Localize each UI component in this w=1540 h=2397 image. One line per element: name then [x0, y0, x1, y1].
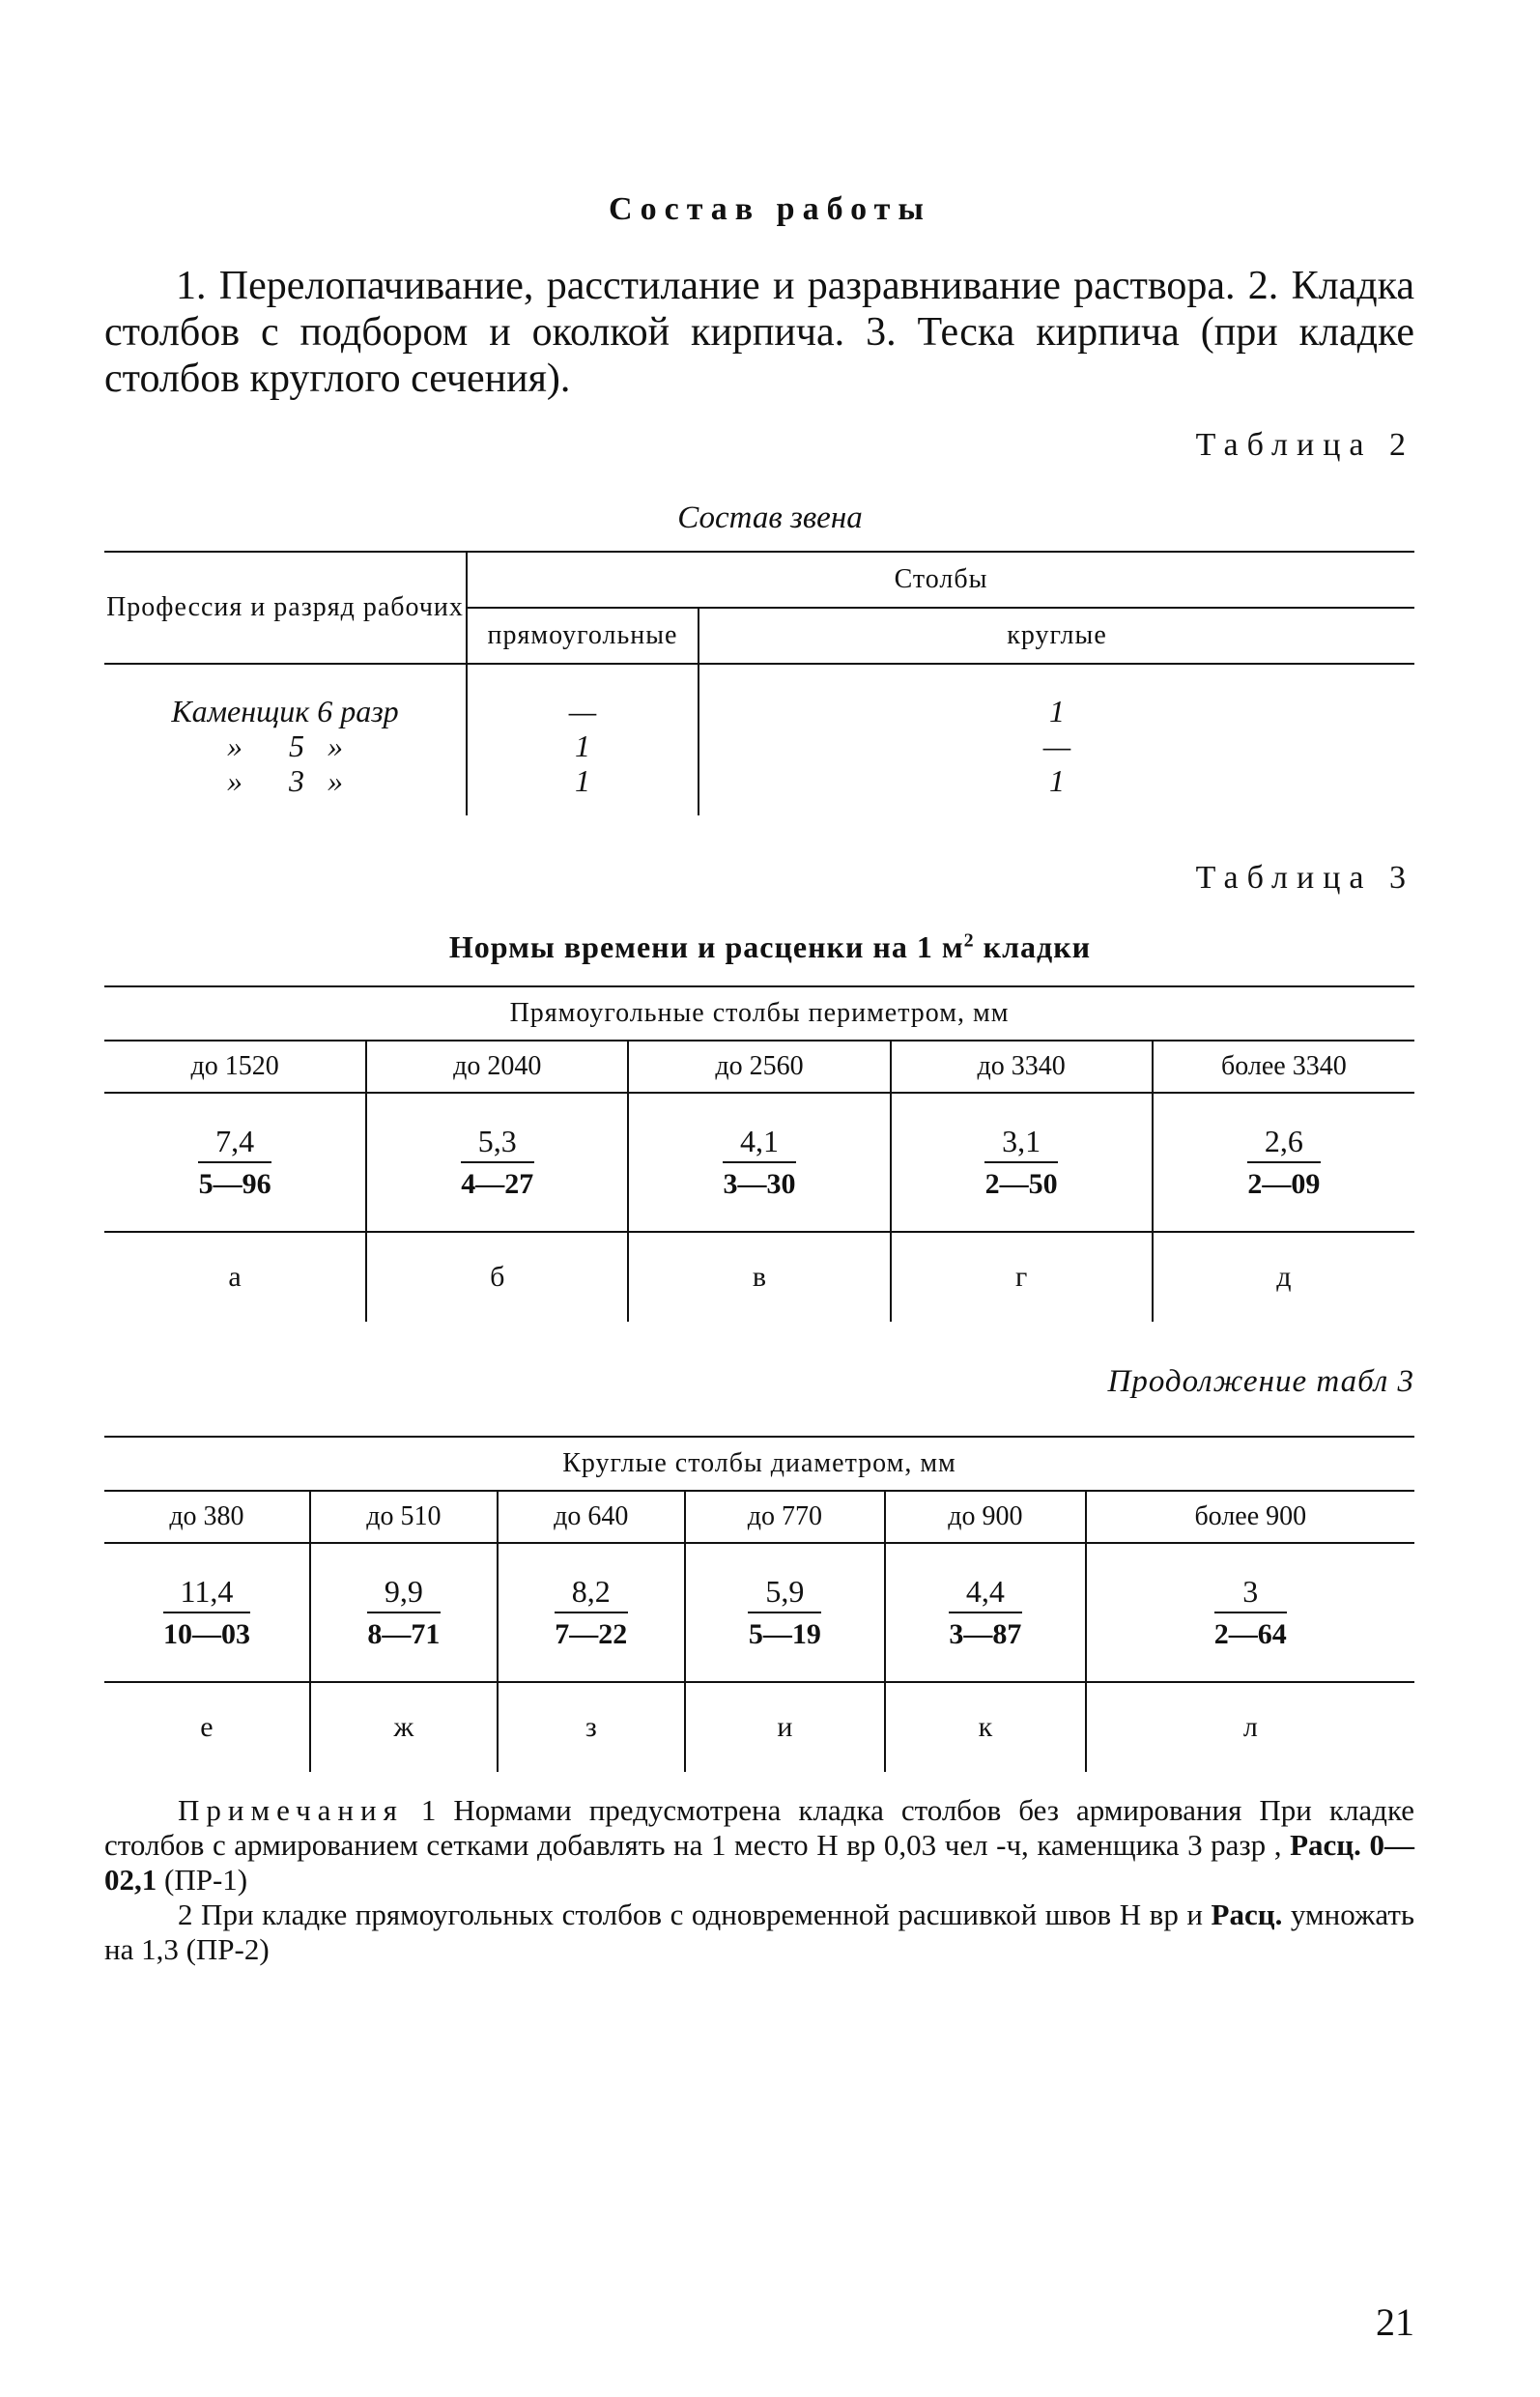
- round-column-header: до 510: [310, 1491, 498, 1543]
- round-column-header: до 900: [885, 1491, 1085, 1543]
- note-1: [104, 1793, 1414, 1898]
- count-value: 1: [1049, 694, 1065, 728]
- professions-cell: [104, 664, 467, 815]
- rect-group-header: Прямоугольные столбы периметром, мм: [104, 986, 1414, 1041]
- rect-value-cell: [104, 1093, 366, 1232]
- note-2-text: 2 При кладке прямоугольных столбов с одновременной расшивкой швов Н вр и: [178, 1898, 1212, 1931]
- round-column-header: до 380: [104, 1491, 310, 1543]
- column-letter: е: [104, 1682, 310, 1772]
- subtitle-text-end: кладки: [974, 929, 1092, 964]
- rectangular-columns-table: [104, 985, 1414, 1322]
- rate: 2—50: [984, 1168, 1058, 1200]
- rate: 5—96: [198, 1168, 271, 1200]
- note-2-end: умножать на 1,3 (ПР-2): [104, 1898, 1415, 1966]
- rect-column-header: до 2560: [628, 1041, 890, 1093]
- round-value-cell: [310, 1543, 498, 1682]
- column-letter: б: [366, 1232, 628, 1322]
- time-norm: 3: [1214, 1573, 1287, 1613]
- rate: 7—22: [555, 1618, 628, 1650]
- column-letter: а: [104, 1232, 366, 1322]
- rect-value-cell: [891, 1093, 1153, 1232]
- rate: 4—27: [461, 1168, 534, 1200]
- time-norm: 5,9: [748, 1573, 821, 1613]
- profession-row: Каменщик 6 разр: [171, 694, 399, 728]
- crew-composition-table: [104, 551, 1414, 815]
- header-round: круглые: [699, 608, 1414, 664]
- round-value-cell: [685, 1543, 885, 1682]
- rate: 2—09: [1247, 1168, 1321, 1200]
- count-value: 1: [575, 728, 590, 763]
- column-letter: д: [1276, 1261, 1292, 1293]
- header-columns-group: Столбы: [467, 552, 1414, 608]
- rate: 3—87: [949, 1618, 1022, 1650]
- column-letter: к: [885, 1682, 1085, 1772]
- time-norm: 4,4: [949, 1573, 1022, 1613]
- round-columns-table: [104, 1436, 1414, 1772]
- note-1-text: 1 Нормами предусмотрена кладка столбов без армирования При кладке столбов с армированием сетками добавлять на 1 место Н вр 0,03 чел -ч, каменщика 3 разр ,: [104, 1793, 1414, 1862]
- notes: [104, 1793, 1414, 1967]
- column-letter: з: [498, 1682, 685, 1772]
- table3-subtitle: [0, 929, 1540, 965]
- rect-value-cell: [1153, 1093, 1414, 1232]
- time-norm: 2,6: [1247, 1123, 1321, 1163]
- work-composition-text: 1. Перелопачивание, расстилание и разравнивание раствора. 2. Кладка столбов с подбором и околкой кирпича. 3. Теска кирпича (при кладке столбов круглого сечения).: [104, 264, 1414, 401]
- rate: 2—64: [1213, 1618, 1287, 1650]
- rect-column-header: до 1520: [104, 1041, 366, 1093]
- note-2-rate: Расц.: [1211, 1898, 1283, 1931]
- round-column-header: более 900: [1086, 1491, 1414, 1543]
- rectangular-count-cell: [467, 664, 699, 815]
- subtitle-text: Нормы времени и расценки на 1 м: [448, 929, 964, 964]
- profession-row: » 3 »: [227, 763, 343, 798]
- rect-column-header: до 2040: [366, 1041, 628, 1093]
- page-number: 21: [1376, 2300, 1414, 2344]
- time-norm: 8,2: [555, 1573, 628, 1613]
- profession-row: » 5 »: [227, 728, 343, 763]
- round-value-cell: [104, 1543, 310, 1682]
- rect-value-cell: [366, 1093, 628, 1232]
- rect-value-cell: [628, 1093, 890, 1232]
- column-letter: л: [1242, 1711, 1258, 1743]
- continuation-title: Продолжение табл 3: [1107, 1364, 1414, 1399]
- time-norm: 4,1: [723, 1123, 796, 1163]
- count-value: 1: [575, 763, 590, 798]
- round-column-header: до 640: [498, 1491, 685, 1543]
- notes-label: Примечания: [178, 1793, 404, 1827]
- rate: 5—19: [748, 1618, 821, 1650]
- time-norm: 11,4: [163, 1573, 251, 1613]
- count-value: 1: [1049, 763, 1065, 798]
- time-norm: 9,9: [367, 1573, 441, 1613]
- table3-title: Таблица 3: [1195, 860, 1414, 896]
- column-letter: в: [628, 1232, 890, 1322]
- column-letter: ж: [310, 1682, 498, 1772]
- count-value: —: [568, 694, 597, 728]
- column-letter: г: [891, 1232, 1153, 1322]
- round-value-cell: [885, 1543, 1085, 1682]
- header-profession: Профессия и разряд рабочих: [104, 552, 467, 664]
- round-count-cell: [699, 664, 1414, 815]
- column-letter: и: [685, 1682, 885, 1772]
- round-group-header: Круглые столбы диаметром, мм: [104, 1437, 1414, 1491]
- table2-subtitle: Состав звена: [677, 500, 863, 535]
- rate: 8—71: [367, 1618, 441, 1650]
- subtitle-superscript: 2: [963, 929, 975, 952]
- header-rectangular: прямоугольные: [467, 608, 699, 664]
- rate: 10—03: [162, 1618, 250, 1650]
- time-norm: 7,4: [198, 1123, 271, 1163]
- round-column-header: до 770: [685, 1491, 885, 1543]
- rect-column-header: более 3340: [1153, 1041, 1414, 1093]
- rect-column-header: до 3340: [891, 1041, 1153, 1093]
- rate: 3—30: [723, 1168, 796, 1200]
- round-value-cell: [1086, 1543, 1414, 1682]
- count-value: —: [1042, 728, 1071, 763]
- table2-title: Таблица 2: [1195, 427, 1414, 463]
- note-1-rate: Расц. 0—02,1: [104, 1828, 1415, 1897]
- time-norm: 3,1: [984, 1123, 1058, 1163]
- work-composition-heading: Состав работы: [609, 191, 931, 227]
- note-1-code: (ПР-1): [157, 1863, 248, 1897]
- note-2: [104, 1898, 1414, 1967]
- time-norm: 5,3: [461, 1123, 534, 1163]
- round-value-cell: [498, 1543, 685, 1682]
